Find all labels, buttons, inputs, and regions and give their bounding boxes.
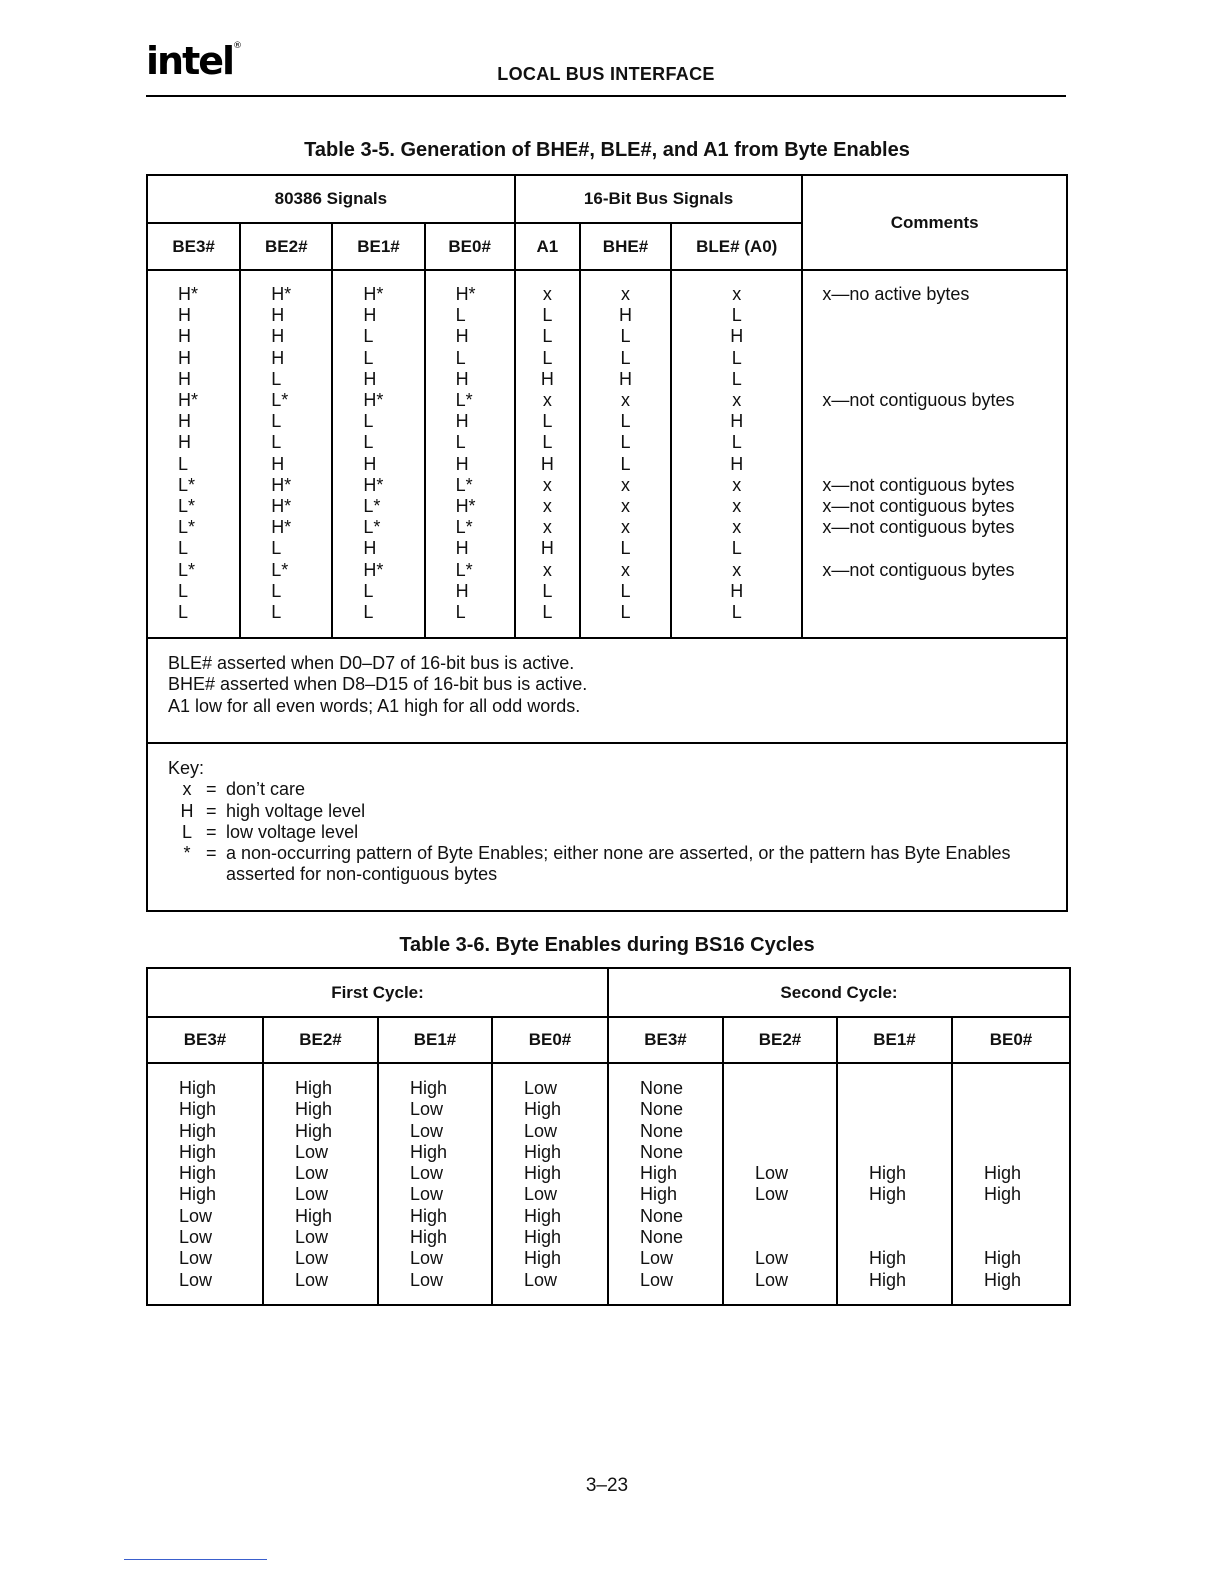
table-cell: L* bbox=[455, 390, 473, 411]
bhe-column bbox=[580, 270, 671, 638]
table-cell: H bbox=[363, 453, 377, 474]
table-cell: High bbox=[524, 1099, 562, 1120]
table-cell: L bbox=[620, 411, 631, 432]
table-cell: None bbox=[640, 1078, 684, 1098]
table-cell: Low bbox=[524, 1120, 558, 1141]
table-cell: L bbox=[271, 580, 282, 601]
column-header-be0: BE0# bbox=[425, 223, 515, 270]
column-header-be1: BE1# bbox=[332, 223, 424, 270]
table-cell: High bbox=[179, 1120, 217, 1141]
table-cell: H bbox=[271, 347, 285, 368]
table-cell: L bbox=[271, 411, 282, 432]
table-cell: H bbox=[730, 580, 744, 601]
table-cell: x bbox=[542, 496, 552, 517]
table-cell: Low bbox=[410, 1184, 444, 1205]
first-be2-column bbox=[263, 1063, 378, 1305]
table-cell: Low bbox=[179, 1269, 213, 1290]
table-cell: H bbox=[730, 411, 744, 432]
table-cell: H bbox=[178, 432, 191, 453]
column-header-a1: A1 bbox=[515, 223, 580, 270]
table-cell: High bbox=[295, 1099, 333, 1120]
key-symbol: H bbox=[180, 800, 194, 821]
table-cell: Low bbox=[524, 1078, 558, 1098]
table-cell: H* bbox=[271, 284, 292, 304]
key-row bbox=[168, 843, 1066, 886]
table-cell: H bbox=[455, 453, 469, 474]
table-cell: L* bbox=[178, 559, 196, 580]
intel-logo: intel® bbox=[146, 39, 243, 83]
table-cell: L bbox=[363, 326, 374, 347]
table-cell: H* bbox=[271, 517, 292, 538]
table-cell: Low bbox=[524, 1184, 558, 1205]
column-header-first-be2: BE2# bbox=[263, 1017, 378, 1063]
table-cell: H* bbox=[363, 390, 384, 411]
table-cell: L bbox=[731, 347, 742, 368]
column-header-bhe: BHE# bbox=[580, 223, 671, 270]
table-cell bbox=[869, 1099, 951, 1120]
key-title: Key: bbox=[168, 758, 205, 778]
table-cell bbox=[869, 1227, 951, 1248]
table-cell: Low bbox=[640, 1269, 674, 1290]
be0-column bbox=[425, 270, 515, 638]
table-cell: L bbox=[178, 453, 189, 474]
table-cell: L bbox=[731, 538, 742, 559]
table-cell: High bbox=[984, 1248, 1022, 1269]
key-symbol: * bbox=[183, 843, 191, 864]
table-cell: L* bbox=[363, 517, 381, 538]
table-cell: Low bbox=[410, 1120, 444, 1141]
table-3-6-caption: Table 3-6. Byte Enables during BS16 Cycles bbox=[399, 934, 815, 956]
table-cell bbox=[755, 1078, 836, 1099]
table-cell: x bbox=[542, 284, 552, 304]
table-cell: H bbox=[618, 368, 632, 389]
key-description: high voltage level bbox=[226, 800, 366, 821]
footer-rule bbox=[124, 1559, 267, 1560]
table-cell: x—not contiguous bytes bbox=[822, 496, 1015, 517]
table-cell: x bbox=[620, 517, 630, 538]
column-header-second-be0: BE0# bbox=[952, 1017, 1070, 1063]
table-cell: High bbox=[640, 1163, 678, 1184]
table-cell: H bbox=[178, 305, 191, 326]
table-cell: L bbox=[731, 305, 742, 326]
key-equals: = bbox=[206, 779, 217, 800]
table-cell: L* bbox=[455, 559, 473, 580]
table-cell: Low bbox=[755, 1248, 789, 1269]
comments-column bbox=[802, 270, 1067, 638]
table-cell: High bbox=[869, 1184, 907, 1205]
table-cell: H bbox=[455, 411, 469, 432]
table-cell: High bbox=[984, 1184, 1022, 1205]
table-cell: None bbox=[640, 1141, 684, 1162]
header-divider bbox=[146, 95, 1066, 97]
table-cell: H* bbox=[271, 496, 292, 517]
table-cell: High bbox=[869, 1163, 907, 1184]
table-cell: L bbox=[620, 347, 631, 368]
table-cell: L* bbox=[363, 496, 381, 517]
table-cell: L bbox=[178, 602, 189, 623]
table-cell: L bbox=[542, 411, 553, 432]
column-header-first-be1: BE1# bbox=[378, 1017, 492, 1063]
table-cell bbox=[869, 1142, 951, 1163]
table-cell bbox=[822, 348, 1066, 369]
table-cell: L bbox=[542, 432, 553, 453]
table-cell: High bbox=[410, 1227, 448, 1248]
table-cell: High bbox=[524, 1227, 562, 1248]
table-cell: L bbox=[363, 411, 374, 432]
table-cell: L bbox=[363, 347, 374, 368]
second-be2-column bbox=[723, 1063, 837, 1305]
table-cell: x bbox=[732, 496, 742, 517]
table-cell: H* bbox=[455, 496, 476, 517]
table-cell: Low bbox=[179, 1248, 213, 1269]
page-number: 3–23 bbox=[585, 1475, 629, 1496]
table-cell: H bbox=[730, 453, 744, 474]
table-cell: L bbox=[178, 538, 189, 559]
column-header-first-be3: BE3# bbox=[147, 1017, 263, 1063]
be2-column bbox=[240, 270, 332, 638]
table-cell: H bbox=[178, 347, 191, 368]
table-3-5-caption: Table 3-5. Generation of BHE#, BLE#, and A1 from Byte Enables bbox=[304, 139, 910, 161]
table-cell: x bbox=[620, 474, 630, 495]
table-cell: High bbox=[295, 1120, 333, 1141]
table-cell: H* bbox=[363, 559, 384, 580]
table-cell: High bbox=[410, 1078, 448, 1098]
table-cell bbox=[822, 538, 1066, 559]
column-header-ble-a0: BLE# (A0) bbox=[671, 223, 802, 270]
table-cell: H bbox=[455, 326, 469, 347]
table-cell: H bbox=[363, 305, 377, 326]
table-cell: x—no active bytes bbox=[822, 284, 970, 304]
table-cell: Low bbox=[295, 1269, 329, 1290]
table-cell: High bbox=[179, 1141, 217, 1162]
table-cell: Low bbox=[410, 1099, 444, 1120]
column-header-be3: BE3# bbox=[147, 223, 240, 270]
table-cell: H bbox=[271, 453, 285, 474]
table-cell: High bbox=[524, 1163, 562, 1184]
table-cell bbox=[984, 1121, 1069, 1142]
group-header-first-cycle: First Cycle: bbox=[147, 968, 608, 1017]
table-cell: None bbox=[640, 1120, 684, 1141]
table-cell: H bbox=[618, 305, 632, 326]
table-cell bbox=[822, 326, 1066, 347]
table-cell: Low bbox=[410, 1163, 444, 1184]
table-cell: L bbox=[731, 368, 742, 389]
table-cell: High bbox=[410, 1205, 448, 1226]
table-cell bbox=[755, 1227, 836, 1248]
table-cell: Low bbox=[295, 1248, 329, 1269]
table-cell: Low bbox=[295, 1141, 329, 1162]
table-cell: H bbox=[540, 368, 554, 389]
table-cell bbox=[869, 1121, 951, 1142]
column-header-first-be0: BE0# bbox=[492, 1017, 608, 1063]
table-cell: Low bbox=[755, 1163, 789, 1184]
table-cell: x bbox=[620, 559, 630, 580]
table-cell: L* bbox=[271, 390, 289, 411]
second-be1-column bbox=[837, 1063, 952, 1305]
table-cell: x bbox=[732, 559, 742, 580]
note-line: BLE# asserted when D0–D7 of 16-bit bus is active. bbox=[168, 653, 575, 673]
table-cell: x—not contiguous bytes bbox=[822, 559, 1015, 580]
table-cell: L bbox=[620, 602, 631, 623]
table-cell: L* bbox=[178, 496, 196, 517]
table-cell: x—not contiguous bytes bbox=[822, 474, 1015, 495]
table-cell: Low bbox=[179, 1227, 213, 1248]
table-cell: x bbox=[542, 559, 552, 580]
table-cell: L bbox=[731, 602, 742, 623]
table-cell: L bbox=[271, 538, 282, 559]
table-cell bbox=[869, 1078, 951, 1099]
table-cell: x bbox=[542, 390, 552, 411]
table-cell: Low bbox=[755, 1269, 789, 1290]
table-cell bbox=[822, 581, 1066, 602]
table-cell bbox=[984, 1227, 1069, 1248]
table-cell: L bbox=[542, 347, 553, 368]
column-header-second-be2: BE2# bbox=[723, 1017, 837, 1063]
table-cell bbox=[755, 1121, 836, 1142]
group-header-80386-signals: 80386 Signals bbox=[147, 175, 515, 223]
table-cell: H bbox=[455, 580, 469, 601]
table-cell bbox=[869, 1206, 951, 1227]
table-cell: Low bbox=[179, 1205, 213, 1226]
table-3-5 bbox=[146, 174, 1068, 912]
table-cell bbox=[984, 1206, 1069, 1227]
table-cell: L bbox=[542, 326, 553, 347]
table-cell: x bbox=[732, 390, 742, 411]
table-cell: High bbox=[869, 1248, 907, 1269]
column-header-comments: Comments bbox=[802, 175, 1067, 270]
table-cell: x bbox=[620, 390, 630, 411]
table-3-6 bbox=[146, 967, 1071, 1306]
table-cell: Low bbox=[410, 1269, 444, 1290]
table-cell bbox=[822, 369, 1066, 390]
table-cell: x bbox=[732, 474, 742, 495]
table-cell: L bbox=[455, 602, 466, 623]
a1-column bbox=[515, 270, 580, 638]
key-row bbox=[168, 779, 1066, 800]
second-be0-column bbox=[952, 1063, 1070, 1305]
table-cell: High bbox=[640, 1184, 678, 1205]
table-cell: L bbox=[271, 368, 282, 389]
table-cell: L bbox=[178, 580, 189, 601]
key-equals: = bbox=[206, 843, 217, 864]
table-cell: L* bbox=[455, 474, 473, 495]
table-cell: L bbox=[542, 602, 553, 623]
table-cell bbox=[822, 305, 1066, 326]
ble-a0-column bbox=[671, 270, 802, 638]
table-cell: H bbox=[178, 326, 191, 347]
key-description: don’t care bbox=[226, 779, 306, 800]
table-cell: Low bbox=[640, 1248, 674, 1269]
table-cell: L* bbox=[178, 517, 196, 538]
table-cell: x bbox=[732, 517, 742, 538]
table-cell: x bbox=[542, 517, 552, 538]
group-header-16bit-bus-signals: 16-Bit Bus Signals bbox=[515, 175, 803, 223]
table-cell: L bbox=[620, 453, 631, 474]
table-cell: x—not contiguous bytes bbox=[822, 390, 1015, 411]
table-cell: L bbox=[455, 432, 466, 453]
table-cell: H bbox=[455, 368, 469, 389]
table-cell: High bbox=[179, 1078, 217, 1098]
table-cell: H bbox=[363, 538, 377, 559]
table-cell: Low bbox=[295, 1227, 329, 1248]
table-cell: H bbox=[730, 326, 744, 347]
be3-column bbox=[147, 270, 240, 638]
table-key bbox=[147, 743, 1067, 911]
table-cell: L bbox=[271, 602, 282, 623]
table-cell: H* bbox=[178, 284, 199, 304]
table-cell: L* bbox=[271, 559, 289, 580]
table-cell: H* bbox=[178, 390, 199, 411]
table-cell bbox=[755, 1099, 836, 1120]
table-cell: L bbox=[620, 580, 631, 601]
table-cell: High bbox=[869, 1269, 907, 1290]
table-cell: Low bbox=[524, 1269, 558, 1290]
table-cell: None bbox=[640, 1099, 684, 1120]
first-be1-column bbox=[378, 1063, 492, 1305]
table-cell: H bbox=[455, 538, 469, 559]
table-cell: H* bbox=[271, 474, 292, 495]
key-description: a non-occurring pattern of Byte Enables; either none are asserted, or the pattern has Byte Enables asserted for non-contiguous bytes bbox=[226, 843, 1011, 885]
table-cell: Low bbox=[755, 1184, 789, 1205]
table-cell bbox=[984, 1142, 1069, 1163]
table-cell: High bbox=[179, 1163, 217, 1184]
table-cell: H bbox=[178, 411, 191, 432]
column-header-second-be3: BE3# bbox=[608, 1017, 723, 1063]
table-cell bbox=[822, 602, 1066, 623]
table-cell bbox=[755, 1142, 836, 1163]
key-row bbox=[168, 801, 1066, 822]
key-equals: = bbox=[206, 821, 217, 842]
table-cell: High bbox=[984, 1269, 1022, 1290]
table-cell: H bbox=[540, 453, 554, 474]
table-cell: H bbox=[178, 368, 191, 389]
table-cell: L bbox=[363, 432, 374, 453]
table-cell: H bbox=[363, 368, 377, 389]
key-description: low voltage level bbox=[226, 821, 359, 842]
table-cell: L bbox=[620, 326, 631, 347]
table-cell: L bbox=[731, 432, 742, 453]
group-header-second-cycle: Second Cycle: bbox=[608, 968, 1070, 1017]
table-cell: H bbox=[271, 326, 285, 347]
table-cell: L bbox=[363, 602, 374, 623]
table-cell: H* bbox=[363, 474, 384, 495]
note-line: BHE# asserted when D8–D15 of 16-bit bus is active. bbox=[168, 674, 588, 695]
table-cell: High bbox=[524, 1248, 562, 1269]
column-header-be2: BE2# bbox=[240, 223, 332, 270]
table-cell: x bbox=[620, 284, 630, 304]
table-cell: x bbox=[732, 284, 742, 304]
table-cell: L bbox=[271, 432, 282, 453]
table-cell bbox=[755, 1206, 836, 1227]
table-cell bbox=[822, 432, 1066, 453]
table-cell: None bbox=[640, 1227, 684, 1248]
second-be3-column bbox=[608, 1063, 723, 1305]
table-cell: H* bbox=[455, 284, 476, 304]
table-cell bbox=[822, 411, 1066, 432]
note-line: A1 low for all even words; A1 high for all odd words. bbox=[168, 695, 581, 716]
table-cell: High bbox=[295, 1205, 333, 1226]
table-cell: L bbox=[455, 347, 466, 368]
table-cell: Low bbox=[295, 1184, 329, 1205]
table-cell: x bbox=[542, 474, 552, 495]
table-cell: x—not contiguous bytes bbox=[822, 517, 1015, 538]
section-title: LOCAL BUS INTERFACE bbox=[497, 64, 715, 84]
table-cell: High bbox=[984, 1163, 1022, 1184]
first-be0-column bbox=[492, 1063, 608, 1305]
table-cell: High bbox=[179, 1184, 217, 1205]
table-cell: L bbox=[363, 580, 374, 601]
key-symbol: L bbox=[181, 821, 192, 842]
table-cell: L* bbox=[178, 474, 196, 495]
table-cell: High bbox=[179, 1099, 217, 1120]
table-cell bbox=[984, 1078, 1069, 1099]
table-cell: L bbox=[455, 305, 466, 326]
table-cell: L bbox=[620, 432, 631, 453]
table-cell: L bbox=[620, 538, 631, 559]
first-be3-column bbox=[147, 1063, 263, 1305]
column-header-second-be1: BE1# bbox=[837, 1017, 952, 1063]
key-symbol: x bbox=[182, 779, 192, 800]
table-cell: High bbox=[295, 1078, 333, 1098]
table-notes bbox=[147, 638, 1067, 743]
table-cell: x bbox=[620, 496, 630, 517]
table-cell bbox=[822, 454, 1066, 475]
be1-column bbox=[332, 270, 424, 638]
table-cell: H bbox=[271, 305, 285, 326]
key-row bbox=[168, 822, 1066, 843]
table-cell: High bbox=[524, 1141, 562, 1162]
table-cell bbox=[984, 1099, 1069, 1120]
table-cell: Low bbox=[410, 1248, 444, 1269]
key-equals: = bbox=[206, 800, 217, 821]
table-cell: H bbox=[540, 538, 554, 559]
table-cell: None bbox=[640, 1205, 684, 1226]
table-cell: L bbox=[542, 580, 553, 601]
table-cell: High bbox=[524, 1205, 562, 1226]
table-cell: H* bbox=[363, 284, 384, 304]
table-cell: L bbox=[542, 305, 553, 326]
table-cell: High bbox=[410, 1141, 448, 1162]
table-cell: Low bbox=[295, 1163, 329, 1184]
table-cell: L* bbox=[455, 517, 473, 538]
